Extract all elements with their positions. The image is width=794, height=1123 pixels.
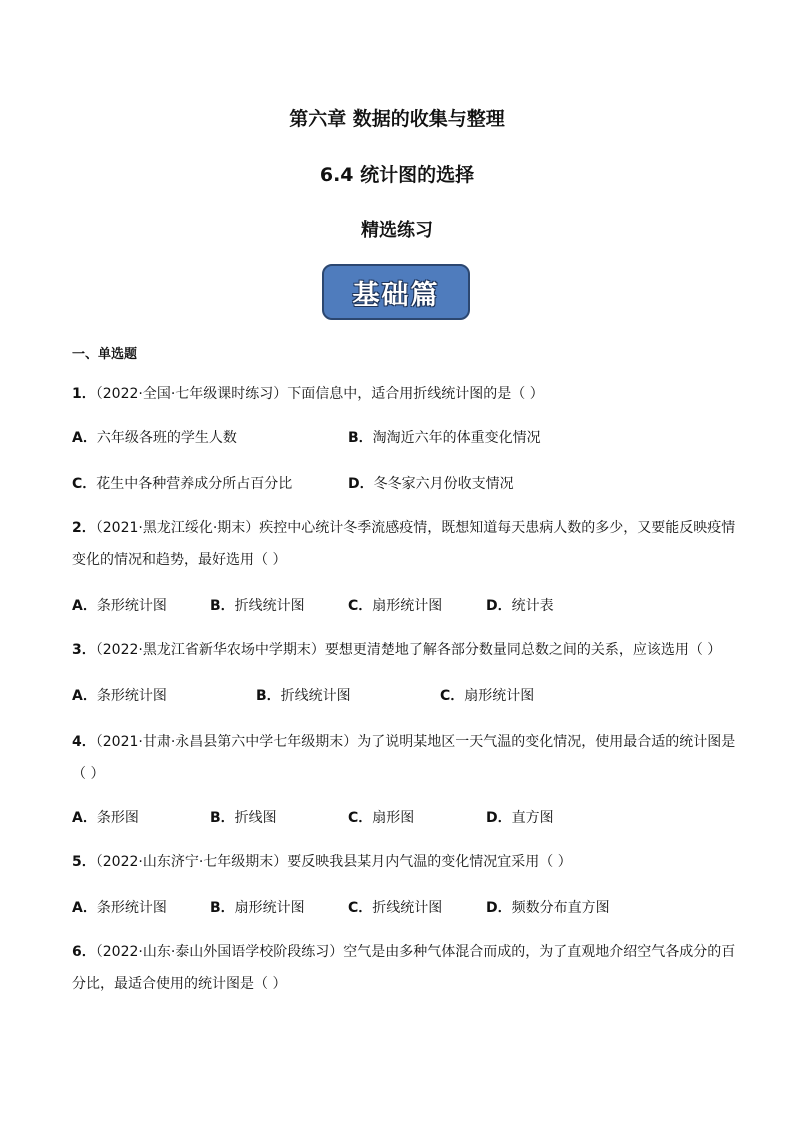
page-subtitle: 精选练习	[361, 220, 433, 241]
option-key: D．	[486, 900, 512, 916]
option-key: C．	[348, 900, 373, 916]
question-3-text: （2022·黑龙江省新华农场中学期末）要想更清楚地了解各部分数量同总数之间的关系，应该选用（ ）	[95, 642, 722, 658]
option-text: 条形统计图	[96, 900, 167, 916]
question-2-option-a	[72, 596, 167, 616]
option-key: A．	[72, 430, 97, 446]
question-6-number: 6．	[72, 944, 96, 960]
option-text: 扇形统计图	[234, 900, 305, 916]
option-text: 折线统计图	[372, 900, 443, 916]
question-6-line-1	[72, 942, 735, 962]
question-4-text: （2021·甘肃·永昌县第六中学七年级期末）为了说明某地区一天气温的变化情况，使用最合适的统计图是	[95, 734, 736, 750]
option-text: 折线统计图	[280, 688, 351, 704]
option-text: 条形统计图	[96, 598, 167, 614]
option-text: 折线统计图	[234, 598, 305, 614]
level-badge	[322, 264, 470, 320]
question-1-option-a	[72, 428, 237, 448]
option-text: 六年级各班的学生人数	[96, 430, 237, 446]
level-badge-label: 基础篇	[352, 279, 440, 311]
section-title: 6.4 统计图的选择	[319, 164, 475, 186]
option-text: 条形图	[96, 810, 139, 826]
question-2-text: （2021·黑龙江绥化·期末）疾控中心统计冬季流感疫情，既想知道每天患病人数的多少，又要能反映疫情	[95, 520, 736, 536]
question-2-line-1	[72, 518, 735, 538]
part-heading: 一、单选题	[72, 347, 138, 362]
question-4-line-2: （ ）	[72, 766, 105, 782]
option-key: B．	[210, 900, 235, 916]
option-key: D．	[486, 598, 512, 614]
question-4-option-c	[348, 808, 414, 828]
option-key: B．	[348, 430, 373, 446]
question-2-option-b	[210, 596, 305, 616]
question-5-option-d	[486, 898, 610, 918]
question-2-option-c	[348, 596, 442, 616]
option-text: 扇形统计图	[464, 688, 535, 704]
option-text: 花生中各种营养成分所占百分比	[96, 476, 293, 492]
option-text: 条形统计图	[96, 688, 167, 704]
question-5-option-a	[72, 898, 167, 918]
question-5-option-b	[210, 898, 305, 918]
option-text: 折线图	[234, 810, 277, 826]
question-3-number: 3．	[72, 642, 96, 658]
question-1-option-c	[72, 474, 292, 494]
option-text: 统计表	[511, 598, 554, 614]
question-4-option-d	[486, 808, 554, 828]
question-2-line-2: 变化的情况和趋势，最好选用（ ）	[72, 552, 287, 568]
question-1-option-d	[348, 474, 514, 494]
question-1-option-b	[348, 428, 541, 448]
question-5-option-c	[348, 898, 442, 918]
option-key: B．	[210, 598, 235, 614]
option-key: B．	[210, 810, 235, 826]
question-5-text: （2022·山东济宁·七年级期末）要反映我县某月内气温的变化情况宜采用（ ）	[95, 854, 572, 870]
question-6-text: （2022·山东·泰山外国语学校阶段练习）空气是由多种气体混合而成的，为了直观地介绍空气各成分的百	[95, 944, 736, 960]
question-4-option-b	[210, 808, 277, 828]
question-5-line-1	[72, 852, 572, 872]
option-key: C．	[72, 476, 97, 492]
option-key: C．	[348, 810, 373, 826]
question-5-number: 5．	[72, 854, 96, 870]
question-4-number: 4．	[72, 734, 96, 750]
question-4-option-a	[72, 808, 139, 828]
option-key: A．	[72, 598, 97, 614]
option-key: B．	[256, 688, 281, 704]
question-4-line-1	[72, 732, 735, 752]
option-key: A．	[72, 900, 97, 916]
chapter-title: 第六章 数据的收集与整理	[289, 108, 505, 130]
question-1-text: （2022·全国·七年级课时练习）下面信息中，适合用折线统计图的是（ ）	[95, 386, 544, 402]
question-3-option-b	[256, 686, 351, 706]
option-text: 淘淘近六年的体重变化情况	[372, 430, 541, 446]
option-key: D．	[486, 810, 512, 826]
question-2-number: 2．	[72, 520, 96, 536]
option-text: 冬冬家六月份收支情况	[373, 476, 514, 492]
question-3-option-a	[72, 686, 167, 706]
option-key: D．	[348, 476, 374, 492]
question-3-line-1	[72, 640, 721, 660]
question-6-line-2: 分比，最适合使用的统计图是（ ）	[72, 976, 287, 992]
question-1-number: 1．	[72, 386, 96, 402]
option-key: C．	[440, 688, 465, 704]
option-text: 直方图	[511, 810, 554, 826]
question-3-option-c	[440, 686, 534, 706]
option-key: C．	[348, 598, 373, 614]
option-text: 扇形统计图	[372, 598, 443, 614]
option-text: 扇形图	[372, 810, 415, 826]
question-2-option-d	[486, 596, 554, 616]
option-key: A．	[72, 688, 97, 704]
question-1-line-1	[72, 384, 544, 404]
option-key: A．	[72, 810, 97, 826]
option-text: 频数分布直方图	[511, 900, 610, 916]
